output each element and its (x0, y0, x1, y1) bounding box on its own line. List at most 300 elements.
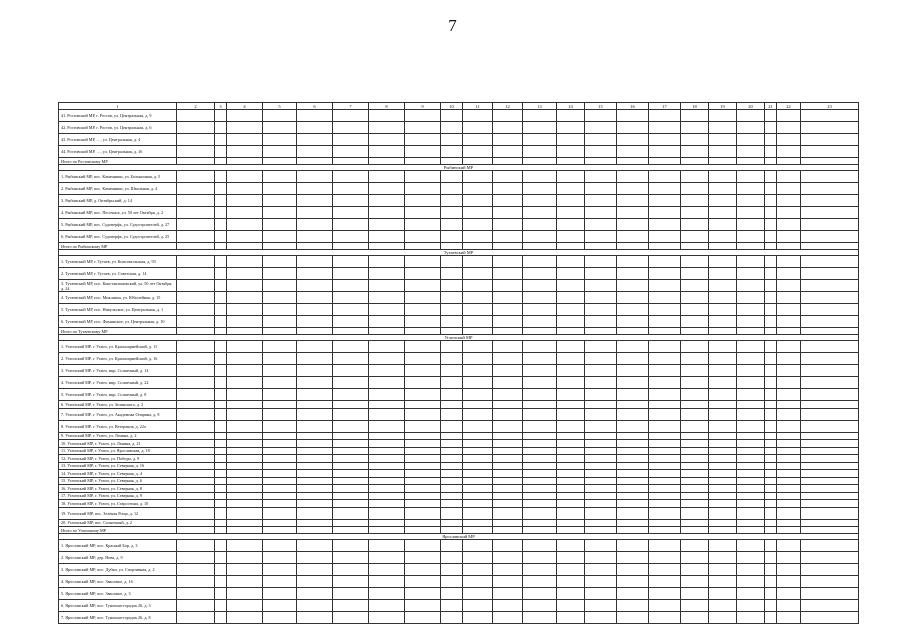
value-cell (777, 195, 801, 207)
value-cell (557, 146, 585, 158)
row-label-cell: 3. Рыбинский МР, д. Октябрьский, д. 14 (59, 195, 177, 207)
value-cell (523, 507, 557, 519)
value-cell (617, 353, 649, 365)
value-cell (369, 519, 405, 527)
value-cell (777, 408, 801, 420)
value-cell (215, 243, 227, 250)
value-cell (709, 401, 737, 409)
column-number-row (59, 103, 859, 110)
value-cell (649, 207, 681, 219)
value-cell (441, 146, 463, 158)
value-cell (263, 389, 297, 401)
value-cell (709, 219, 737, 231)
value-cell (801, 462, 859, 470)
value-cell (649, 365, 681, 377)
value-cell (177, 492, 215, 500)
value-cell (765, 432, 777, 440)
value-cell (777, 612, 801, 624)
value-cell (617, 377, 649, 389)
value-cell (493, 353, 523, 365)
value-cell (777, 492, 801, 500)
value-cell (493, 588, 523, 600)
value-cell (297, 304, 333, 316)
value-cell (765, 507, 777, 519)
value-cell (777, 477, 801, 485)
value-cell (405, 612, 441, 624)
value-cell (801, 280, 859, 292)
value-cell (215, 292, 227, 304)
value-cell (177, 256, 215, 268)
row-label-cell: 19. Угличский МР, пос. Зелёная Роща, д. 12 (59, 507, 177, 519)
value-cell (801, 231, 859, 243)
value-cell (405, 328, 441, 335)
value-cell (405, 507, 441, 519)
value-cell (801, 500, 859, 508)
table-row (59, 492, 859, 500)
value-cell (263, 256, 297, 268)
value-cell (801, 507, 859, 519)
row-label-cell: 4. Ярославский МР, пос. Заволжье, д. 16 (59, 576, 177, 588)
value-cell (215, 353, 227, 365)
value-cell (405, 268, 441, 280)
value-cell (493, 292, 523, 304)
value-cell (463, 256, 493, 268)
value-cell (777, 171, 801, 183)
value-cell (493, 304, 523, 316)
register-sheet (58, 102, 832, 624)
column-number-cell: 17 (649, 103, 681, 110)
value-cell (523, 432, 557, 440)
value-cell (215, 470, 227, 478)
value-cell (177, 134, 215, 146)
value-cell (557, 316, 585, 328)
value-cell (263, 328, 297, 335)
row-label-cell: 11. Угличский МР, г. Углич, ул. Ярославская, д. 18 (59, 447, 177, 455)
value-cell (557, 377, 585, 389)
value-cell (765, 377, 777, 389)
value-cell (441, 316, 463, 328)
value-cell (297, 588, 333, 600)
value-cell (777, 401, 801, 409)
value-cell (801, 477, 859, 485)
value-cell (765, 455, 777, 463)
value-cell (737, 268, 765, 280)
value-cell (463, 507, 493, 519)
table-row (59, 540, 859, 552)
value-cell (333, 195, 369, 207)
value-cell (441, 600, 463, 612)
section-title: Тутаевский МР (59, 250, 859, 256)
value-cell (557, 353, 585, 365)
value-cell (523, 377, 557, 389)
value-cell (649, 389, 681, 401)
table-row (59, 219, 859, 231)
value-cell (493, 377, 523, 389)
value-cell (585, 365, 617, 377)
value-cell (227, 507, 263, 519)
value-cell (263, 612, 297, 624)
value-cell (777, 447, 801, 455)
value-cell (263, 292, 297, 304)
value-cell (463, 268, 493, 280)
value-cell (709, 447, 737, 455)
value-cell (585, 183, 617, 195)
value-cell (463, 243, 493, 250)
value-cell (463, 122, 493, 134)
value-cell (263, 207, 297, 219)
value-cell (557, 134, 585, 146)
value-cell (585, 195, 617, 207)
value-cell (737, 507, 765, 519)
value-cell (297, 122, 333, 134)
value-cell (297, 401, 333, 409)
value-cell (215, 440, 227, 448)
column-number-cell: 9 (405, 103, 441, 110)
value-cell (177, 316, 215, 328)
value-cell (801, 455, 859, 463)
value-cell (617, 588, 649, 600)
value-cell (369, 341, 405, 353)
value-cell (649, 316, 681, 328)
value-cell (177, 292, 215, 304)
value-cell (369, 231, 405, 243)
value-cell (709, 600, 737, 612)
value-cell (523, 389, 557, 401)
value-cell (333, 492, 369, 500)
row-label-cell: 2. Угличский МР, г. Углич, ул. Красноармейский, д. 16 (59, 353, 177, 365)
row-label-cell: Итого по Угличскому МР (59, 527, 177, 534)
value-cell (709, 540, 737, 552)
value-cell (493, 365, 523, 377)
value-cell (737, 462, 765, 470)
value-cell (227, 540, 263, 552)
value-cell (405, 207, 441, 219)
value-cell (369, 256, 405, 268)
value-cell (801, 612, 859, 624)
value-cell (405, 146, 441, 158)
value-cell (333, 134, 369, 146)
value-cell (523, 110, 557, 122)
value-cell (463, 353, 493, 365)
value-cell (557, 292, 585, 304)
value-cell (649, 420, 681, 432)
value-cell (681, 485, 709, 493)
value-cell (617, 183, 649, 195)
value-cell (177, 432, 215, 440)
value-cell (765, 440, 777, 448)
value-cell (493, 447, 523, 455)
value-cell (617, 447, 649, 455)
value-cell (227, 146, 263, 158)
value-cell (523, 195, 557, 207)
row-label-cell: 43. Ростовский МР, …, ул. Центральная, д. 4 (59, 134, 177, 146)
value-cell (405, 292, 441, 304)
value-cell (777, 576, 801, 588)
value-cell (297, 507, 333, 519)
value-cell (263, 158, 297, 165)
value-cell (765, 231, 777, 243)
value-cell (369, 328, 405, 335)
table-row (59, 341, 859, 353)
value-cell (405, 377, 441, 389)
value-cell (227, 171, 263, 183)
value-cell (493, 401, 523, 409)
value-cell (215, 280, 227, 292)
value-cell (215, 134, 227, 146)
value-cell (737, 158, 765, 165)
value-cell (405, 552, 441, 564)
value-cell (737, 492, 765, 500)
value-cell (369, 292, 405, 304)
value-cell (463, 519, 493, 527)
value-cell (777, 588, 801, 600)
value-cell (215, 268, 227, 280)
value-cell (777, 183, 801, 195)
value-cell (333, 280, 369, 292)
value-cell (227, 280, 263, 292)
value-cell (177, 420, 215, 432)
value-cell (709, 158, 737, 165)
value-cell (557, 341, 585, 353)
value-cell (737, 183, 765, 195)
value-cell (617, 341, 649, 353)
value-cell (263, 432, 297, 440)
column-number-cell: 16 (617, 103, 649, 110)
value-cell (441, 477, 463, 485)
value-cell (765, 134, 777, 146)
value-cell (649, 292, 681, 304)
value-cell (557, 519, 585, 527)
value-cell (709, 462, 737, 470)
value-cell (493, 256, 523, 268)
value-cell (493, 527, 523, 534)
column-number-cell: 11 (463, 103, 493, 110)
value-cell (557, 477, 585, 485)
value-cell (709, 316, 737, 328)
value-cell (215, 432, 227, 440)
page-number: 7 (448, 16, 457, 35)
value-cell (441, 268, 463, 280)
value-cell (585, 462, 617, 470)
value-cell (709, 612, 737, 624)
value-cell (297, 600, 333, 612)
value-cell (765, 477, 777, 485)
value-cell (263, 110, 297, 122)
value-cell (333, 243, 369, 250)
value-cell (709, 256, 737, 268)
value-cell (369, 552, 405, 564)
value-cell (765, 316, 777, 328)
value-cell (215, 207, 227, 219)
value-cell (333, 328, 369, 335)
value-cell (801, 377, 859, 389)
value-cell (177, 401, 215, 409)
value-cell (523, 477, 557, 485)
value-cell (585, 447, 617, 455)
column-number-cell: 22 (777, 103, 801, 110)
value-cell (405, 477, 441, 485)
table-row (59, 519, 859, 527)
value-cell (681, 316, 709, 328)
value-cell (263, 500, 297, 508)
value-cell (227, 292, 263, 304)
value-cell (463, 552, 493, 564)
value-cell (263, 231, 297, 243)
value-cell (585, 316, 617, 328)
value-cell (681, 401, 709, 409)
value-cell (681, 432, 709, 440)
value-cell (177, 455, 215, 463)
value-cell (463, 365, 493, 377)
value-cell (215, 328, 227, 335)
value-cell (765, 195, 777, 207)
value-cell (227, 612, 263, 624)
value-cell (405, 401, 441, 409)
table-row (59, 122, 859, 134)
value-cell (215, 408, 227, 420)
value-cell (441, 455, 463, 463)
value-cell (523, 470, 557, 478)
column-number-cell: 14 (557, 103, 585, 110)
value-cell (215, 158, 227, 165)
row-label-cell: 5. Ярославский МР, пос. Заволжье, д. 3 (59, 588, 177, 600)
table-row (59, 304, 859, 316)
value-cell (463, 600, 493, 612)
column-number-cell: 3 (215, 103, 227, 110)
value-cell (557, 158, 585, 165)
value-cell (493, 207, 523, 219)
value-cell (405, 564, 441, 576)
value-cell (215, 507, 227, 519)
value-cell (523, 588, 557, 600)
value-cell (801, 440, 859, 448)
value-cell (493, 231, 523, 243)
value-cell (523, 519, 557, 527)
value-cell (617, 122, 649, 134)
value-cell (263, 507, 297, 519)
value-cell (777, 292, 801, 304)
value-cell (617, 507, 649, 519)
value-cell (765, 447, 777, 455)
value-cell (297, 328, 333, 335)
value-cell (297, 231, 333, 243)
value-cell (617, 171, 649, 183)
value-cell (405, 195, 441, 207)
value-cell (463, 447, 493, 455)
value-cell (227, 304, 263, 316)
table-row (59, 576, 859, 588)
value-cell (649, 268, 681, 280)
value-cell (297, 470, 333, 478)
value-cell (523, 365, 557, 377)
value-cell (777, 268, 801, 280)
value-cell (617, 207, 649, 219)
value-cell (737, 365, 765, 377)
value-cell (463, 377, 493, 389)
value-cell (765, 540, 777, 552)
row-label-cell: 1. Ярославский МР, пос. Красный Бор, д. 3 (59, 540, 177, 552)
value-cell (681, 462, 709, 470)
value-cell (801, 183, 859, 195)
value-cell (369, 440, 405, 448)
value-cell (263, 171, 297, 183)
value-cell (297, 492, 333, 500)
value-cell (369, 110, 405, 122)
table-row (59, 401, 859, 409)
row-label-cell: 1. Угличский МР, г. Углич, ул. Красноармейский, д. 11 (59, 341, 177, 353)
section-title: Угличский МР (59, 335, 859, 341)
value-cell (177, 462, 215, 470)
value-cell (263, 341, 297, 353)
value-cell (227, 500, 263, 508)
value-cell (801, 122, 859, 134)
value-cell (801, 219, 859, 231)
value-cell (557, 110, 585, 122)
value-cell (681, 588, 709, 600)
value-cell (263, 408, 297, 420)
section-title: Ярославский МР (59, 534, 859, 540)
table-row (59, 455, 859, 463)
value-cell (215, 365, 227, 377)
row-label-cell: 1. Рыбинский МР, пос. Каменники, ул. Больничная, д. 5 (59, 171, 177, 183)
value-cell (177, 527, 215, 534)
value-cell (709, 183, 737, 195)
value-cell (405, 341, 441, 353)
table-row (59, 365, 859, 377)
value-cell (765, 146, 777, 158)
value-cell (585, 588, 617, 600)
row-label-cell: 6. Рыбинский МР, пос. Судоверфь, ул. Судостроителей, д. 25 (59, 231, 177, 243)
value-cell (297, 447, 333, 455)
value-cell (333, 552, 369, 564)
value-cell (709, 341, 737, 353)
value-cell (369, 316, 405, 328)
row-label-cell: 2. Тутаевский МР, г. Тутаев, ул. Советская, д. 14 (59, 268, 177, 280)
value-cell (765, 462, 777, 470)
value-cell (617, 408, 649, 420)
value-cell (523, 492, 557, 500)
value-cell (649, 280, 681, 292)
value-cell (215, 122, 227, 134)
value-cell (369, 401, 405, 409)
value-cell (737, 328, 765, 335)
value-cell (523, 420, 557, 432)
value-cell (765, 470, 777, 478)
value-cell (709, 588, 737, 600)
value-cell (557, 231, 585, 243)
value-cell (493, 146, 523, 158)
value-cell (297, 455, 333, 463)
value-cell (681, 600, 709, 612)
row-label-cell: 17. Угличский МР, г. Углич, ул. Северная, д. 9 (59, 492, 177, 500)
value-cell (227, 207, 263, 219)
value-cell (333, 292, 369, 304)
value-cell (463, 408, 493, 420)
value-cell (405, 219, 441, 231)
row-label-cell: 8. Угличский МР, г. Углич, ул. Ветеранов, д. 22а (59, 420, 177, 432)
value-cell (369, 420, 405, 432)
value-cell (523, 564, 557, 576)
value-cell (177, 353, 215, 365)
value-cell (737, 110, 765, 122)
value-cell (215, 576, 227, 588)
value-cell (649, 527, 681, 534)
value-cell (177, 328, 215, 335)
value-cell (215, 341, 227, 353)
value-cell (227, 432, 263, 440)
value-cell (709, 507, 737, 519)
value-cell (523, 280, 557, 292)
